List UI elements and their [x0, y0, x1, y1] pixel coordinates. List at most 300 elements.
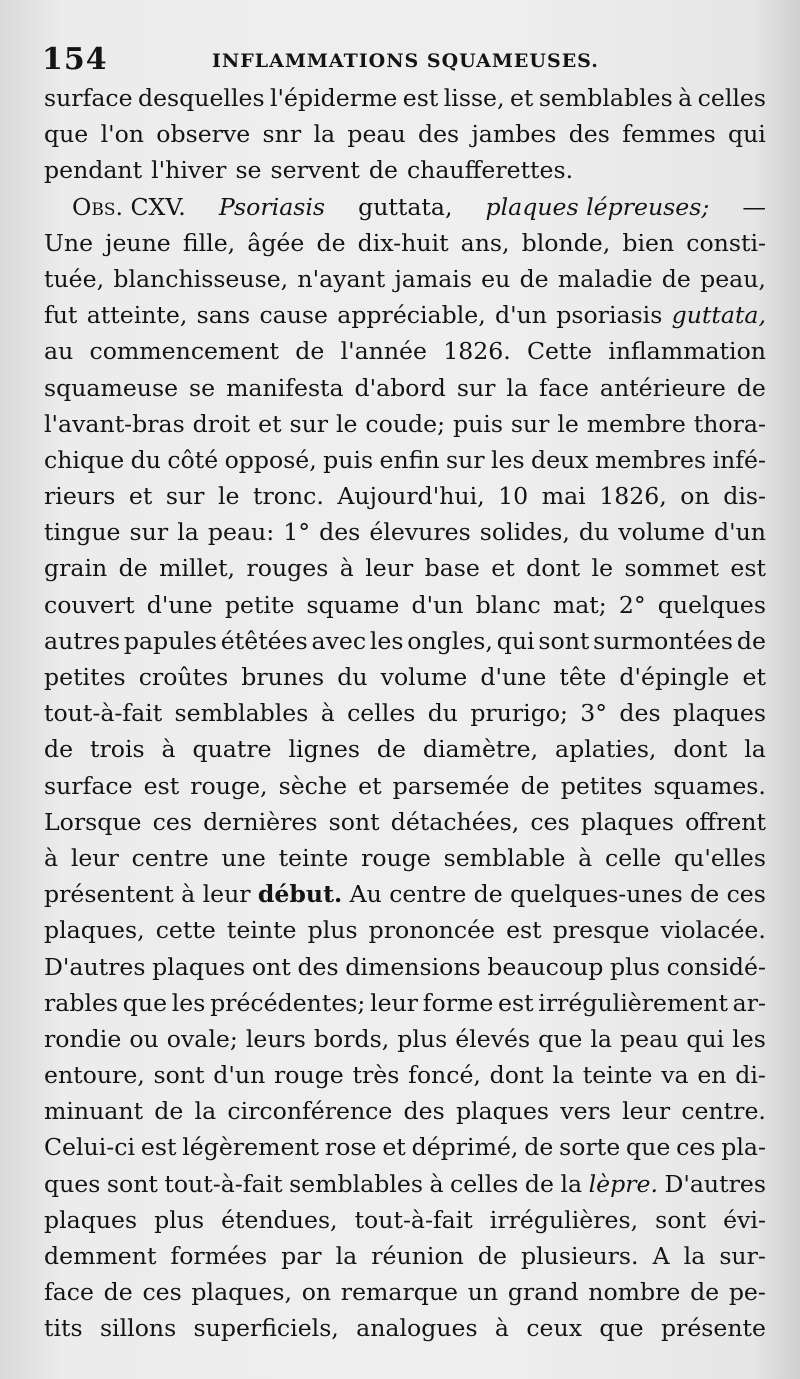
word: pla-: [721, 1133, 766, 1162]
word: de: [524, 1169, 554, 1198]
word: puis: [452, 409, 503, 438]
word: papules: [123, 626, 217, 655]
word: d'abord: [354, 373, 446, 402]
text-line: [44, 297, 766, 333]
word: à: [678, 84, 693, 112]
text-line: [44, 985, 766, 1021]
word: du: [578, 518, 610, 547]
word: plaques,: [191, 1278, 293, 1307]
word: circonférence: [227, 1097, 393, 1126]
word: blanc: [475, 590, 541, 619]
word: semblables: [538, 84, 673, 112]
word: chique: [44, 445, 125, 474]
word: une: [221, 843, 266, 872]
page-header: [42, 40, 770, 80]
word: infé-: [712, 445, 766, 474]
word: sillons: [99, 1314, 177, 1343]
word: rables: [44, 988, 119, 1017]
word: dont: [489, 1061, 544, 1090]
word: que: [122, 988, 168, 1017]
text-line: [44, 550, 766, 586]
word: coude;: [365, 409, 446, 438]
word: leur: [202, 880, 251, 909]
word: sont: [538, 626, 590, 655]
word: plus: [307, 916, 358, 945]
word: solides,: [479, 518, 570, 547]
word: âgée: [247, 228, 305, 257]
word: presque: [552, 916, 650, 945]
word: sont: [106, 1169, 158, 1198]
word: dix-huit: [357, 228, 449, 257]
word: minuant: [44, 1097, 144, 1126]
word: les: [490, 445, 525, 474]
word: élevures: [369, 518, 471, 547]
text-line: [44, 225, 766, 261]
word: peau:: [207, 518, 275, 547]
word: membre: [586, 409, 686, 438]
word: face: [538, 373, 589, 402]
word: à: [339, 554, 354, 583]
word: sont: [153, 1061, 205, 1090]
word: l'année: [340, 337, 427, 366]
word: pe-: [728, 1278, 766, 1307]
word: la: [560, 1169, 583, 1198]
text-line: [44, 1202, 766, 1238]
word: petites: [44, 663, 126, 691]
word: opposé,: [224, 445, 317, 474]
word: teinte: [582, 1061, 653, 1090]
word: tout-à-fait: [44, 699, 163, 728]
word: leur: [365, 554, 414, 583]
word: l'épiderme: [270, 84, 398, 112]
word: de: [690, 1278, 720, 1307]
word: Celui-ci: [44, 1133, 136, 1162]
word: antérieure: [599, 373, 726, 402]
word: Une: [44, 228, 94, 257]
word: le: [336, 409, 358, 438]
word: lisse,: [443, 84, 505, 112]
word: bords,: [313, 1024, 390, 1053]
word: du: [337, 663, 368, 691]
word: petite: [224, 590, 295, 619]
word: considé-: [666, 952, 766, 981]
word: Aujourd'hui,: [337, 482, 485, 511]
word: n'ayant: [297, 264, 386, 293]
word: diamètre,: [422, 735, 539, 764]
word: peau,: [700, 264, 766, 293]
word: base: [424, 554, 480, 583]
word: que: [44, 120, 89, 149]
word: di-: [735, 1061, 766, 1090]
word: tits: [44, 1314, 83, 1343]
word: dernières: [203, 807, 318, 836]
word: vers: [560, 1097, 611, 1126]
word: d'un: [495, 301, 547, 330]
word: desquelles: [137, 84, 265, 112]
word: un: [467, 1278, 499, 1307]
word: tout-à-fait: [354, 1205, 473, 1234]
word: rose: [324, 1133, 377, 1162]
word: observe: [156, 120, 251, 149]
word: à: [161, 735, 176, 764]
text-line: [44, 949, 766, 985]
word: surmontées: [593, 626, 734, 655]
word: rondie: [44, 1024, 122, 1053]
word: volume: [618, 518, 705, 547]
word: qui: [686, 1024, 725, 1053]
word: à: [320, 699, 335, 728]
text-line: [44, 514, 766, 550]
word: étendues,: [221, 1205, 338, 1234]
word: d'une: [480, 663, 547, 691]
word: prononcée: [368, 916, 495, 945]
word: enfin: [379, 445, 440, 474]
word: étêtées: [220, 626, 308, 655]
text-line: [44, 1129, 766, 1165]
word: en: [697, 1061, 727, 1090]
text-line: [44, 768, 766, 804]
text-line: [44, 333, 766, 369]
word: snr: [262, 120, 302, 149]
word: peau: [620, 1024, 679, 1053]
word: surface: [44, 84, 133, 112]
word: consti-: [686, 228, 766, 257]
word: teinte: [278, 843, 349, 872]
observation-heading-line: [44, 189, 766, 225]
word: du: [427, 699, 459, 728]
word: est: [402, 84, 439, 112]
word: maladie: [557, 264, 653, 293]
word: va: [661, 1061, 689, 1090]
word: réunion: [371, 1242, 464, 1270]
word: squameuse: [44, 373, 179, 402]
word: est: [730, 554, 766, 583]
word: l'on: [100, 120, 144, 149]
word: plaques: [580, 807, 674, 836]
word: brunes: [241, 663, 325, 691]
word: à: [429, 1169, 444, 1198]
word: celles: [450, 1169, 519, 1198]
text-line: [44, 80, 766, 116]
text-line: [44, 695, 766, 731]
word: la: [506, 373, 529, 402]
word: jeune: [105, 228, 171, 257]
word: des: [568, 120, 610, 149]
word: celle: [605, 843, 662, 872]
word: analogues: [356, 1314, 478, 1343]
word: dimensions: [345, 952, 481, 981]
word: les: [732, 1024, 766, 1053]
word: 3°: [580, 699, 608, 728]
word: rouges: [246, 554, 329, 583]
observation-number: Obs. CXV.: [72, 192, 186, 221]
word: quatre: [192, 735, 272, 764]
word: inflammation: [608, 337, 766, 366]
word: appréciable,: [337, 301, 486, 330]
word: la: [683, 1242, 706, 1270]
word: rouge: [274, 1061, 344, 1090]
text-line: [44, 1238, 766, 1274]
word: quelques: [657, 590, 766, 619]
word: d'un: [213, 1061, 266, 1090]
word: sur: [289, 409, 329, 438]
word: entoure,: [44, 1061, 145, 1090]
word: du: [130, 445, 161, 474]
word: tout-à-fait: [164, 1169, 283, 1198]
word: à: [494, 1314, 509, 1343]
word: plus: [610, 952, 660, 981]
text-line: [44, 1274, 766, 1310]
word: Au: [349, 880, 382, 909]
word: aplaties,: [555, 735, 657, 764]
word: beaucoup: [487, 952, 604, 981]
word: face: [44, 1278, 94, 1307]
word: la: [335, 1242, 358, 1270]
word: à: [578, 843, 593, 872]
word: qu'elles: [674, 843, 766, 872]
word: par: [281, 1242, 322, 1270]
word: et: [358, 771, 382, 800]
word: Lorsque: [44, 807, 142, 836]
text-line: [44, 406, 766, 442]
word: sorte: [559, 1133, 621, 1162]
running-title: INFLAMMATIONS SQUAMEUSES.: [212, 50, 599, 72]
word: de: [295, 337, 325, 366]
word: la: [313, 120, 336, 149]
word: fille,: [182, 228, 236, 257]
word: violacée.: [660, 916, 766, 945]
word: leurs: [245, 1024, 306, 1053]
word: leur: [370, 988, 419, 1017]
word: volume: [380, 663, 468, 691]
word: ces: [152, 807, 192, 836]
word: d'un: [411, 590, 464, 619]
text-line: [44, 370, 766, 406]
text-line: [44, 876, 766, 912]
word: côté: [167, 445, 219, 474]
word: très: [352, 1061, 400, 1090]
word: femmes: [622, 120, 716, 149]
word: ans,: [460, 228, 510, 257]
word: grand: [507, 1278, 579, 1307]
word: 1826.: [443, 337, 511, 366]
word: 2°: [618, 590, 646, 619]
word: deux: [530, 445, 589, 474]
word: commencement: [89, 337, 280, 366]
word: jamais: [394, 264, 472, 293]
word: le: [557, 409, 579, 438]
word: semblable: [443, 843, 566, 872]
word: de: [154, 1097, 184, 1126]
disease-variant: guttata,: [358, 192, 453, 221]
word: prurigo;: [470, 699, 568, 728]
word: de: [368, 156, 398, 185]
word: ongles,: [407, 626, 493, 655]
word: blonde,: [521, 228, 611, 257]
word: centre: [131, 843, 209, 872]
word: Cette: [527, 337, 592, 366]
word: ces: [726, 880, 766, 909]
word: celles: [347, 699, 416, 728]
word: quelques-unes: [510, 880, 683, 909]
word: élevés: [455, 1024, 531, 1053]
word: ar-: [732, 988, 766, 1017]
text-line: [44, 623, 766, 659]
word: croûtes: [138, 663, 229, 691]
word: sur: [129, 518, 169, 547]
word: sur: [456, 373, 496, 402]
word: 1°: [283, 518, 311, 547]
word: squames.: [653, 771, 766, 800]
word: des: [403, 1097, 445, 1126]
word: fut: [44, 301, 78, 330]
word: que: [599, 1314, 644, 1343]
word: et: [509, 84, 534, 112]
word: rieurs: [44, 482, 116, 511]
word: précédentes;: [210, 988, 366, 1017]
word: couvert: [44, 590, 135, 619]
text-line: [44, 1057, 766, 1093]
word: autres: [44, 626, 121, 655]
word: irrégulières,: [489, 1205, 639, 1234]
word: des: [417, 120, 460, 149]
word: de: [44, 735, 74, 764]
word: bien: [622, 228, 675, 257]
word: irrégulièrement: [538, 988, 728, 1017]
word: au: [44, 337, 74, 366]
word: sont: [655, 1205, 707, 1234]
word: lignes: [288, 735, 360, 764]
word: trois: [89, 735, 145, 764]
text-line: [44, 1310, 766, 1346]
word: la: [590, 1024, 613, 1053]
word: D'autres: [664, 1169, 766, 1198]
word: les: [369, 626, 404, 655]
word: surface: [44, 771, 133, 800]
word: plusieurs.: [521, 1242, 639, 1270]
word: à: [44, 843, 59, 872]
word: la: [552, 1061, 575, 1090]
word: atteinte,: [86, 301, 188, 330]
word: que: [538, 1024, 583, 1053]
word: légèrement: [182, 1133, 320, 1162]
word: mat;: [552, 590, 607, 619]
word: évi-: [723, 1205, 766, 1234]
word: ces: [530, 807, 570, 836]
word: psoriasis: [556, 301, 663, 330]
text-line: [44, 912, 766, 948]
word: cause: [259, 301, 328, 330]
word: leur: [70, 843, 119, 872]
word: offrent: [685, 807, 766, 836]
word: on: [301, 1278, 332, 1307]
word: sur: [510, 409, 550, 438]
body-text: [44, 80, 766, 1347]
word: manifesta: [226, 373, 344, 402]
word: membres: [594, 445, 707, 474]
word: avec: [311, 626, 367, 655]
text-line: [44, 261, 766, 297]
word: sur: [165, 482, 205, 511]
word: la: [744, 735, 766, 764]
word: semblables: [289, 1169, 423, 1198]
word: plaques: [44, 1205, 138, 1234]
word: thora-: [693, 409, 766, 438]
word: leur: [622, 1097, 671, 1126]
word: à: [181, 880, 196, 909]
word: la: [194, 1097, 217, 1126]
word: rouge,: [190, 771, 268, 800]
text-line: [44, 804, 766, 840]
word: mai: [541, 482, 586, 511]
word: on: [680, 482, 710, 511]
word: sur: [445, 445, 485, 474]
word: sans: [196, 301, 251, 330]
word: plaques: [152, 952, 246, 981]
word: est: [498, 988, 534, 1017]
word: teinte: [226, 916, 297, 945]
word: d'un: [713, 518, 766, 547]
word: de: [736, 626, 766, 655]
word: d'épingle: [619, 663, 730, 691]
word: ques: [44, 1169, 101, 1198]
word: ou: [129, 1024, 159, 1053]
text-line: [44, 442, 766, 478]
word: présente: [660, 1314, 766, 1343]
word: grain: [44, 554, 108, 583]
text-line: [44, 731, 766, 767]
word: qui: [728, 120, 766, 149]
word: se: [189, 373, 216, 402]
word: détachées,: [390, 807, 520, 836]
word: centre: [389, 880, 467, 909]
word: sommet: [624, 554, 719, 583]
word: et: [491, 554, 515, 583]
word: D'autres: [44, 952, 146, 981]
word: formées: [170, 1242, 268, 1270]
word: de: [661, 264, 691, 293]
word: plus: [397, 1024, 448, 1053]
word: puis: [323, 445, 374, 474]
word: de: [524, 1133, 554, 1162]
word: est: [140, 1133, 177, 1162]
word: cette: [155, 916, 216, 945]
word: 10: [498, 482, 529, 511]
word: et: [382, 1133, 406, 1162]
word: le: [591, 554, 614, 583]
word: tronc.: [253, 482, 324, 511]
word: sont: [328, 807, 380, 836]
word: et: [742, 663, 766, 691]
word: d'une: [146, 590, 213, 619]
word: de: [520, 771, 550, 800]
text-line: [44, 116, 766, 152]
word: de: [736, 373, 766, 402]
word: blanchisseuse,: [113, 264, 289, 293]
word: remarque: [340, 1278, 459, 1307]
word: plaques,: [44, 916, 145, 945]
word: est: [143, 771, 180, 800]
word: droit: [192, 409, 251, 438]
word: qui: [496, 626, 535, 655]
word: de: [316, 228, 346, 257]
word: tingue: [44, 518, 121, 547]
word: début.: [257, 880, 343, 909]
word: squame: [306, 590, 400, 619]
word: la: [177, 518, 199, 547]
word: rouge: [361, 843, 431, 872]
word: semblables: [174, 699, 309, 728]
